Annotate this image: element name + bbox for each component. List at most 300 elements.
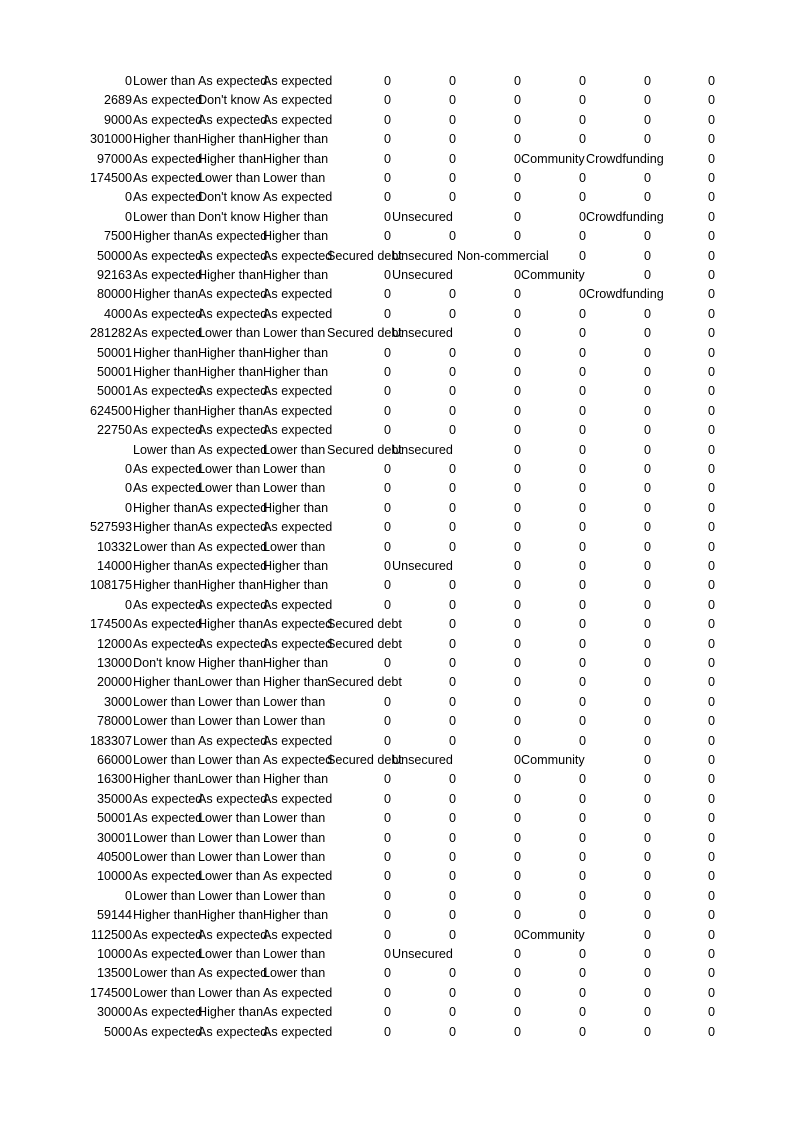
- cell-col-3[interactable]: As expected: [263, 403, 333, 418]
- cell-col-1[interactable]: As expected: [133, 326, 203, 341]
- cell-col-2[interactable]: As expected: [198, 927, 268, 942]
- cell-col-1[interactable]: Lower than: [133, 985, 196, 1000]
- cell-col-4[interactable]: 0: [383, 287, 391, 302]
- cell-col-2[interactable]: Lower than: [198, 888, 261, 903]
- cell-col-9[interactable]: 0: [707, 985, 715, 1000]
- cell-col-2[interactable]: Lower than: [198, 481, 261, 496]
- cell-col-3[interactable]: As expected: [263, 74, 333, 88]
- cell-col-9[interactable]: 0: [707, 74, 715, 88]
- cell-col-8[interactable]: 0: [643, 1005, 651, 1020]
- cell-col-9[interactable]: 0: [707, 345, 715, 360]
- cell-col-7[interactable]: 0: [578, 888, 586, 903]
- cell-col-9[interactable]: 0: [707, 132, 715, 147]
- cell-col-6[interactable]: 0: [513, 597, 521, 612]
- cell-col-8[interactable]: 0: [643, 539, 651, 554]
- cell-col-5[interactable]: 0: [448, 850, 456, 864]
- cell-col-3[interactable]: Lower than: [263, 539, 326, 554]
- cell-col-3[interactable]: Lower than: [263, 947, 326, 961]
- cell-col-7[interactable]: 0: [578, 112, 586, 127]
- cell-col-4[interactable]: Secured debt: [327, 636, 402, 651]
- cell-col-8[interactable]: 0: [643, 888, 651, 903]
- cell-col-5[interactable]: 0: [448, 966, 456, 981]
- cell-col-6[interactable]: 0: [513, 636, 521, 651]
- cell-col-7[interactable]: 0: [578, 403, 586, 418]
- cell-col-8[interactable]: 0: [643, 985, 651, 1000]
- cell-col-5[interactable]: 0: [448, 888, 456, 903]
- cell-col-8[interactable]: 0: [643, 947, 651, 961]
- cell-col-5[interactable]: Unsecured: [392, 559, 453, 573]
- cell-col-7[interactable]: 0: [578, 694, 586, 709]
- cell-col-8[interactable]: 0: [643, 365, 651, 379]
- cell-col-0[interactable]: 0: [124, 462, 132, 476]
- cell-col-4[interactable]: 0: [383, 559, 391, 573]
- cell-col-2[interactable]: As expected: [198, 384, 268, 399]
- cell-col-3[interactable]: Lower than: [263, 888, 326, 903]
- cell-col-2[interactable]: As expected: [198, 306, 268, 321]
- cell-col-6[interactable]: 0: [513, 326, 521, 341]
- cell-col-5[interactable]: 0: [448, 811, 456, 826]
- cell-col-1[interactable]: Lower than: [133, 733, 196, 748]
- cell-col-5[interactable]: 0: [448, 384, 456, 399]
- cell-col-9[interactable]: 0: [707, 287, 715, 302]
- cell-col-6[interactable]: 0: [513, 442, 521, 457]
- cell-col-0[interactable]: 0: [124, 500, 132, 515]
- cell-col-1[interactable]: As expected: [133, 927, 203, 942]
- cell-col-9[interactable]: 0: [707, 171, 715, 185]
- cell-col-5[interactable]: 0: [448, 772, 456, 787]
- cell-col-2[interactable]: As expected: [198, 500, 268, 515]
- cell-col-6[interactable]: 0: [513, 229, 521, 244]
- cell-col-8[interactable]: 0: [643, 171, 651, 185]
- cell-col-4[interactable]: 0: [383, 384, 391, 399]
- cell-col-5[interactable]: 0: [448, 656, 456, 670]
- cell-col-5[interactable]: 0: [448, 714, 456, 729]
- cell-col-4[interactable]: 0: [383, 733, 391, 748]
- cell-col-8[interactable]: 0: [643, 442, 651, 457]
- cell-col-5[interactable]: 0: [448, 423, 456, 438]
- cell-col-6[interactable]: 0: [513, 171, 521, 185]
- cell-col-4[interactable]: 0: [383, 481, 391, 496]
- cell-col-5[interactable]: 0: [448, 365, 456, 379]
- cell-col-5[interactable]: 0: [448, 93, 456, 108]
- cell-col-4[interactable]: 0: [383, 850, 391, 864]
- cell-col-3[interactable]: As expected: [263, 636, 333, 651]
- cell-col-4[interactable]: 0: [383, 74, 391, 88]
- cell-col-5[interactable]: 0: [448, 112, 456, 127]
- cell-col-6[interactable]: 0: [513, 617, 521, 632]
- cell-col-4[interactable]: 0: [383, 947, 391, 961]
- cell-col-5[interactable]: 0: [448, 462, 456, 476]
- cell-col-6[interactable]: 0: [513, 753, 521, 767]
- cell-col-5[interactable]: 0: [448, 578, 456, 593]
- cell-col-2[interactable]: Higher than: [198, 268, 264, 282]
- cell-col-1[interactable]: As expected: [133, 636, 203, 651]
- cell-col-3[interactable]: As expected: [263, 190, 333, 205]
- cell-col-8[interactable]: 0: [643, 772, 651, 787]
- cell-col-7[interactable]: 0: [578, 442, 586, 457]
- cell-col-8[interactable]: 0: [643, 248, 651, 263]
- cell-col-6[interactable]: 0: [513, 830, 521, 845]
- cell-col-7[interactable]: 0: [578, 74, 586, 88]
- cell-col-4[interactable]: 0: [383, 190, 391, 205]
- cell-col-2[interactable]: As expected: [198, 539, 268, 554]
- cell-col-6[interactable]: 0: [513, 345, 521, 360]
- cell-col-1[interactable]: As expected: [133, 171, 203, 185]
- cell-col-6[interactable]: 0: [513, 733, 521, 748]
- cell-col-2[interactable]: Lower than: [198, 714, 261, 729]
- cell-col-4[interactable]: 0: [383, 423, 391, 438]
- cell-col-7[interactable]: Community: [521, 151, 585, 166]
- cell-col-2[interactable]: As expected: [198, 74, 268, 88]
- cell-col-9[interactable]: 0: [707, 500, 715, 515]
- cell-col-2[interactable]: Don't know: [198, 93, 260, 108]
- cell-col-1[interactable]: As expected: [133, 190, 203, 205]
- cell-col-5[interactable]: 0: [448, 597, 456, 612]
- cell-col-0[interactable]: 183307: [89, 733, 132, 748]
- cell-col-8[interactable]: Crowdfunding: [586, 209, 664, 224]
- cell-col-0[interactable]: 50001: [96, 365, 132, 379]
- cell-col-8[interactable]: 0: [643, 326, 651, 341]
- cell-col-4[interactable]: 0: [383, 888, 391, 903]
- cell-col-7[interactable]: 0: [578, 190, 586, 205]
- cell-col-9[interactable]: 0: [707, 248, 715, 263]
- cell-col-0[interactable]: 12000: [96, 636, 132, 651]
- cell-col-1[interactable]: As expected: [133, 481, 203, 496]
- cell-col-3[interactable]: As expected: [263, 112, 333, 127]
- cell-col-4[interactable]: 0: [383, 520, 391, 535]
- cell-col-1[interactable]: Lower than: [133, 694, 196, 709]
- cell-col-0[interactable]: 10000: [96, 947, 132, 961]
- cell-col-4[interactable]: 0: [383, 791, 391, 806]
- cell-col-2[interactable]: Don't know: [198, 190, 260, 205]
- cell-col-7[interactable]: 0: [578, 908, 586, 923]
- cell-col-0[interactable]: 108175: [89, 578, 132, 593]
- cell-col-0[interactable]: 281282: [89, 326, 132, 341]
- cell-col-4[interactable]: Secured debt: [327, 248, 402, 263]
- cell-col-0[interactable]: 14000: [96, 559, 132, 573]
- cell-col-0[interactable]: 13500: [96, 966, 132, 981]
- cell-col-0[interactable]: 0: [124, 209, 132, 224]
- cell-col-0[interactable]: 5000: [103, 1024, 132, 1039]
- cell-col-6[interactable]: 0: [513, 93, 521, 108]
- cell-col-6[interactable]: 0: [513, 500, 521, 515]
- cell-col-4[interactable]: 0: [383, 306, 391, 321]
- cell-col-9[interactable]: 0: [707, 423, 715, 438]
- cell-col-1[interactable]: Higher than: [133, 908, 199, 923]
- cell-col-5[interactable]: 0: [448, 520, 456, 535]
- cell-col-3[interactable]: As expected: [263, 617, 333, 632]
- cell-col-3[interactable]: Higher than: [263, 151, 329, 166]
- cell-col-7[interactable]: 0: [578, 229, 586, 244]
- cell-col-3[interactable]: Higher than: [263, 132, 329, 147]
- cell-col-7[interactable]: 0: [578, 287, 586, 302]
- cell-col-9[interactable]: 0: [707, 365, 715, 379]
- cell-col-1[interactable]: Higher than: [133, 559, 199, 573]
- cell-col-4[interactable]: 0: [383, 830, 391, 845]
- cell-col-6[interactable]: 0: [513, 481, 521, 496]
- cell-col-7[interactable]: 0: [578, 714, 586, 729]
- cell-col-8[interactable]: 0: [643, 966, 651, 981]
- cell-col-3[interactable]: Higher than: [263, 345, 329, 360]
- cell-col-1[interactable]: Lower than: [133, 714, 196, 729]
- cell-col-9[interactable]: 0: [707, 229, 715, 244]
- cell-col-1[interactable]: As expected: [133, 384, 203, 399]
- cell-col-5[interactable]: 0: [448, 229, 456, 244]
- cell-col-5[interactable]: Unsecured: [392, 753, 453, 767]
- cell-col-2[interactable]: As expected: [198, 287, 268, 302]
- cell-col-6[interactable]: 0: [513, 462, 521, 476]
- cell-col-7[interactable]: 0: [578, 869, 586, 884]
- cell-col-4[interactable]: 0: [383, 694, 391, 709]
- cell-col-2[interactable]: Higher than: [198, 345, 264, 360]
- cell-col-5[interactable]: 0: [448, 869, 456, 884]
- cell-col-8[interactable]: 0: [643, 481, 651, 496]
- cell-col-9[interactable]: 0: [707, 384, 715, 399]
- cell-col-0[interactable]: 7500: [103, 229, 132, 244]
- cell-col-0[interactable]: 50001: [96, 811, 132, 826]
- cell-col-2[interactable]: As expected: [198, 423, 268, 438]
- cell-col-0[interactable]: 0: [124, 888, 132, 903]
- cell-col-5[interactable]: 0: [448, 985, 456, 1000]
- cell-col-9[interactable]: 0: [707, 617, 715, 632]
- cell-col-1[interactable]: As expected: [133, 947, 203, 961]
- cell-col-4[interactable]: 0: [383, 714, 391, 729]
- cell-col-1[interactable]: As expected: [133, 306, 203, 321]
- cell-col-4[interactable]: 0: [383, 966, 391, 981]
- cell-col-8[interactable]: 0: [643, 423, 651, 438]
- cell-col-1[interactable]: As expected: [133, 151, 203, 166]
- cell-col-7[interactable]: 0: [578, 656, 586, 670]
- cell-col-2[interactable]: Higher than: [198, 908, 264, 923]
- cell-col-8[interactable]: 0: [643, 268, 651, 282]
- cell-col-1[interactable]: Higher than: [133, 229, 199, 244]
- cell-col-3[interactable]: As expected: [263, 753, 333, 767]
- cell-col-6[interactable]: 0: [513, 869, 521, 884]
- cell-col-7[interactable]: 0: [578, 132, 586, 147]
- cell-col-5[interactable]: Unsecured: [392, 268, 453, 282]
- cell-col-6[interactable]: 0: [513, 559, 521, 573]
- cell-col-2[interactable]: Lower than: [198, 772, 261, 787]
- cell-col-3[interactable]: As expected: [263, 869, 333, 884]
- cell-col-0[interactable]: 80000: [96, 287, 132, 302]
- cell-col-6[interactable]: Non-commercial: [457, 248, 549, 263]
- cell-col-0[interactable]: 50001: [96, 384, 132, 399]
- cell-col-5[interactable]: 0: [448, 617, 456, 632]
- cell-col-8[interactable]: 0: [643, 908, 651, 923]
- cell-col-1[interactable]: Higher than: [133, 365, 199, 379]
- cell-col-8[interactable]: 0: [643, 656, 651, 670]
- cell-col-0[interactable]: 174500: [89, 985, 132, 1000]
- cell-col-1[interactable]: Don't know: [133, 656, 195, 670]
- cell-col-3[interactable]: Lower than: [263, 462, 326, 476]
- cell-col-8[interactable]: 0: [643, 714, 651, 729]
- cell-col-9[interactable]: 0: [707, 733, 715, 748]
- cell-col-3[interactable]: Higher than: [263, 209, 329, 224]
- cell-col-6[interactable]: 0: [513, 850, 521, 864]
- cell-col-2[interactable]: As expected: [198, 636, 268, 651]
- cell-col-9[interactable]: 0: [707, 888, 715, 903]
- cell-col-0[interactable]: 174500: [89, 171, 132, 185]
- cell-col-9[interactable]: 0: [707, 442, 715, 457]
- cell-col-0[interactable]: 10332: [96, 539, 132, 554]
- cell-col-6[interactable]: 0: [513, 578, 521, 593]
- cell-col-7[interactable]: 0: [578, 384, 586, 399]
- cell-col-0[interactable]: 0: [124, 190, 132, 205]
- cell-col-5[interactable]: 0: [448, 694, 456, 709]
- cell-col-5[interactable]: 0: [448, 403, 456, 418]
- cell-col-5[interactable]: 0: [448, 500, 456, 515]
- cell-col-3[interactable]: As expected: [263, 597, 333, 612]
- cell-col-8[interactable]: 0: [643, 345, 651, 360]
- cell-col-1[interactable]: Higher than: [133, 287, 199, 302]
- cell-col-9[interactable]: 0: [707, 947, 715, 961]
- cell-col-5[interactable]: 0: [448, 1005, 456, 1020]
- cell-col-0[interactable]: 0: [124, 481, 132, 496]
- cell-col-8[interactable]: 0: [643, 190, 651, 205]
- cell-col-0[interactable]: 92163: [96, 268, 132, 282]
- cell-col-7[interactable]: 0: [578, 733, 586, 748]
- cell-col-3[interactable]: As expected: [263, 1024, 333, 1039]
- cell-col-4[interactable]: 0: [383, 345, 391, 360]
- cell-col-8[interactable]: 0: [643, 636, 651, 651]
- cell-col-9[interactable]: 0: [707, 578, 715, 593]
- cell-col-7[interactable]: 0: [578, 947, 586, 961]
- cell-col-7[interactable]: 0: [578, 617, 586, 632]
- cell-col-9[interactable]: 0: [707, 151, 715, 166]
- cell-col-1[interactable]: Lower than: [133, 442, 196, 457]
- cell-col-0[interactable]: 78000: [96, 714, 132, 729]
- cell-col-8[interactable]: 0: [643, 850, 651, 864]
- cell-col-3[interactable]: As expected: [263, 791, 333, 806]
- cell-col-4[interactable]: 0: [383, 908, 391, 923]
- cell-col-5[interactable]: 0: [448, 287, 456, 302]
- cell-col-3[interactable]: Lower than: [263, 171, 326, 185]
- cell-col-3[interactable]: As expected: [263, 248, 333, 263]
- cell-col-4[interactable]: 0: [383, 209, 391, 224]
- cell-col-4[interactable]: 0: [383, 539, 391, 554]
- cell-col-8[interactable]: 0: [643, 1024, 651, 1039]
- cell-col-8[interactable]: 0: [643, 403, 651, 418]
- cell-col-2[interactable]: Lower than: [198, 326, 261, 341]
- cell-col-0[interactable]: 301000: [89, 132, 132, 147]
- cell-col-3[interactable]: As expected: [263, 93, 333, 108]
- cell-col-1[interactable]: As expected: [133, 268, 203, 282]
- cell-col-3[interactable]: As expected: [263, 287, 333, 302]
- cell-col-2[interactable]: As expected: [198, 1024, 268, 1039]
- cell-col-9[interactable]: 0: [707, 539, 715, 554]
- cell-col-4[interactable]: Secured debt: [327, 753, 402, 767]
- cell-col-1[interactable]: Higher than: [133, 500, 199, 515]
- cell-col-1[interactable]: Higher than: [133, 520, 199, 535]
- cell-col-4[interactable]: 0: [383, 578, 391, 593]
- cell-col-6[interactable]: 0: [513, 908, 521, 923]
- cell-col-4[interactable]: 0: [383, 656, 391, 670]
- cell-col-9[interactable]: 0: [707, 597, 715, 612]
- cell-col-5[interactable]: Unsecured: [392, 947, 453, 961]
- cell-col-0[interactable]: 40500: [96, 850, 132, 864]
- cell-col-7[interactable]: 0: [578, 791, 586, 806]
- cell-col-4[interactable]: 0: [383, 229, 391, 244]
- cell-col-7[interactable]: 0: [578, 306, 586, 321]
- cell-col-1[interactable]: As expected: [133, 1005, 203, 1020]
- cell-col-7[interactable]: 0: [578, 578, 586, 593]
- cell-col-4[interactable]: 0: [383, 772, 391, 787]
- cell-col-8[interactable]: 0: [643, 74, 651, 88]
- cell-col-0[interactable]: 59144: [96, 908, 132, 923]
- cell-col-6[interactable]: 0: [513, 714, 521, 729]
- cell-col-8[interactable]: 0: [643, 597, 651, 612]
- cell-col-6[interactable]: 0: [513, 675, 521, 690]
- cell-col-7[interactable]: 0: [578, 636, 586, 651]
- cell-col-2[interactable]: Higher than: [198, 1005, 264, 1020]
- cell-col-7[interactable]: 0: [578, 462, 586, 476]
- cell-col-7[interactable]: 0: [578, 850, 586, 864]
- cell-col-6[interactable]: 0: [513, 888, 521, 903]
- cell-col-3[interactable]: Lower than: [263, 830, 326, 845]
- cell-col-3[interactable]: Higher than: [263, 908, 329, 923]
- cell-col-8[interactable]: 0: [643, 617, 651, 632]
- cell-col-0[interactable]: 97000: [96, 151, 132, 166]
- cell-col-7[interactable]: 0: [578, 481, 586, 496]
- cell-col-6[interactable]: 0: [513, 811, 521, 826]
- cell-col-7[interactable]: 0: [578, 365, 586, 379]
- cell-col-0[interactable]: 66000: [96, 753, 132, 767]
- cell-col-0[interactable]: 3000: [103, 694, 132, 709]
- cell-col-4[interactable]: 0: [383, 500, 391, 515]
- cell-col-1[interactable]: Higher than: [133, 132, 199, 147]
- cell-col-5[interactable]: Unsecured: [392, 209, 453, 224]
- cell-col-9[interactable]: 0: [707, 850, 715, 864]
- cell-col-4[interactable]: 0: [383, 597, 391, 612]
- cell-col-5[interactable]: 0: [448, 190, 456, 205]
- cell-col-7[interactable]: 0: [578, 423, 586, 438]
- cell-col-0[interactable]: 4000: [103, 306, 132, 321]
- cell-col-6[interactable]: 0: [513, 656, 521, 670]
- cell-col-9[interactable]: 0: [707, 481, 715, 496]
- cell-col-8[interactable]: 0: [643, 93, 651, 108]
- cell-col-7[interactable]: 0: [578, 675, 586, 690]
- cell-col-9[interactable]: 0: [707, 675, 715, 690]
- cell-col-3[interactable]: As expected: [263, 384, 333, 399]
- cell-col-4[interactable]: 0: [383, 403, 391, 418]
- cell-col-6[interactable]: 0: [513, 403, 521, 418]
- cell-col-0[interactable]: 112500: [90, 927, 132, 942]
- cell-col-1[interactable]: As expected: [133, 423, 203, 438]
- cell-col-1[interactable]: As expected: [133, 248, 203, 263]
- cell-col-2[interactable]: Higher than: [198, 365, 264, 379]
- cell-col-0[interactable]: [68, 441, 132, 460]
- cell-col-7[interactable]: Community: [521, 268, 585, 282]
- cell-col-9[interactable]: 0: [707, 869, 715, 884]
- cell-col-8[interactable]: 0: [643, 733, 651, 748]
- cell-col-8[interactable]: 0: [643, 229, 651, 244]
- cell-col-1[interactable]: Lower than: [133, 74, 196, 88]
- cell-col-2[interactable]: Higher than: [198, 403, 264, 418]
- cell-col-3[interactable]: Lower than: [263, 481, 326, 496]
- cell-col-7[interactable]: 0: [578, 1024, 586, 1039]
- cell-col-2[interactable]: As expected: [198, 520, 268, 535]
- cell-col-3[interactable]: Higher than: [263, 578, 329, 593]
- cell-col-3[interactable]: Higher than: [263, 229, 329, 244]
- cell-col-5[interactable]: 0: [448, 345, 456, 360]
- cell-col-5[interactable]: 0: [448, 636, 456, 651]
- cell-col-5[interactable]: Unsecured: [392, 442, 453, 457]
- cell-col-2[interactable]: Lower than: [198, 694, 261, 709]
- cell-col-4[interactable]: 0: [383, 171, 391, 185]
- cell-col-4[interactable]: 0: [383, 112, 391, 127]
- cell-col-8[interactable]: 0: [643, 927, 651, 942]
- cell-col-3[interactable]: Lower than: [263, 850, 326, 864]
